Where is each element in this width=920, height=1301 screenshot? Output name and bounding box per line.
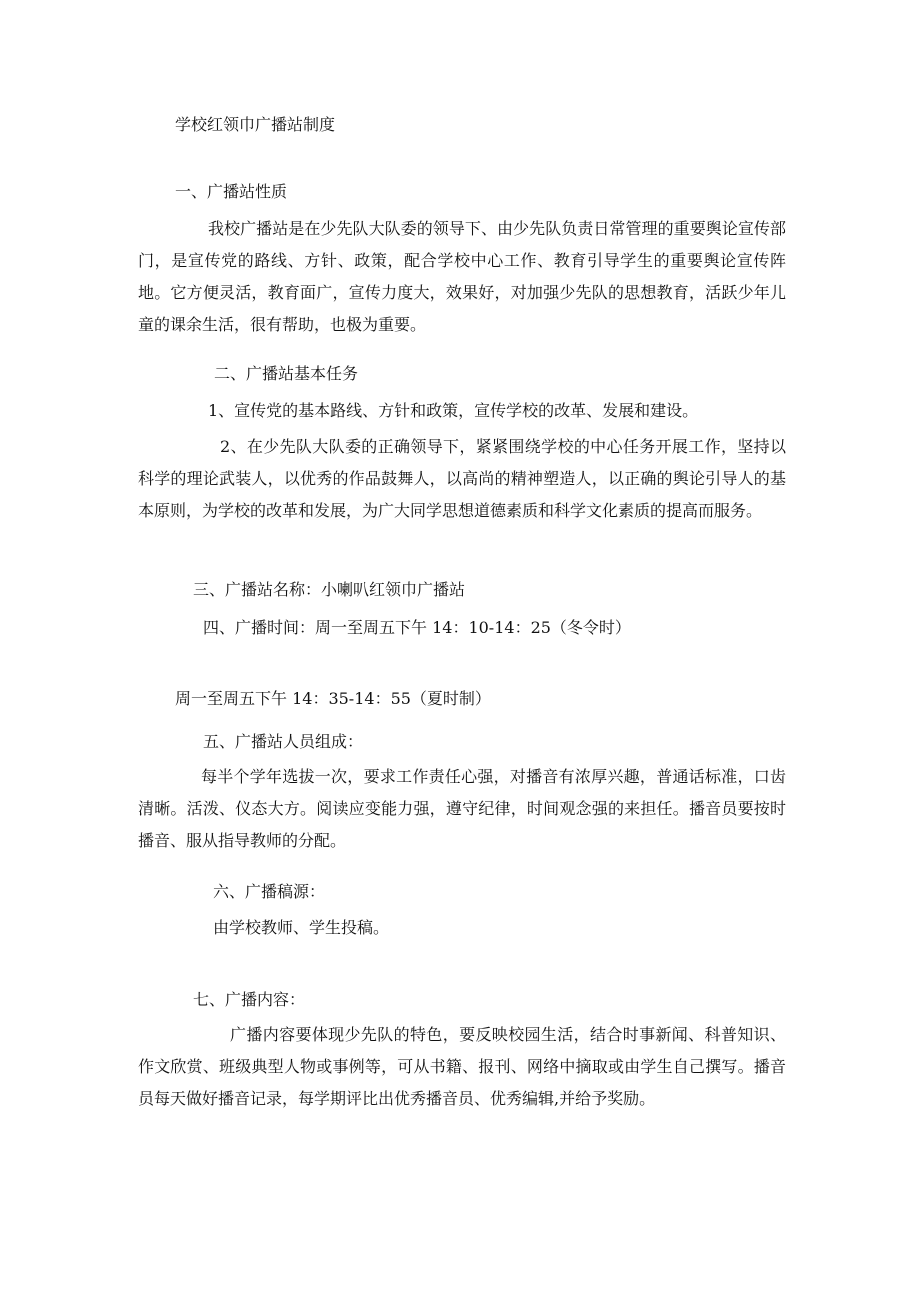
section3-heading: 三、广播站名称：小喇叭红领巾广播站 bbox=[193, 580, 466, 599]
section4-summer-time: 周一至周五下午 14：35-14：55（夏时制） bbox=[175, 689, 491, 708]
section7-heading: 七、广播内容： bbox=[193, 990, 306, 1009]
section2-item1: 1、宣传党的基本路线、方针和政策，宣传学校的改革、发展和建设。 bbox=[208, 401, 699, 420]
section5-heading: 五、广播站人员组成： bbox=[203, 732, 364, 751]
section6-body: 由学校教师、学生投稿。 bbox=[213, 918, 390, 937]
section5-body: 每半个学年选拔一次，要求工作责任心强，对播音有浓厚兴趣，普通话标准，口齿清晰。活泼、仪态大方。阅读应变能力强，遵守纪律，时间观念强的来担任。播音员要按时播音、服从指导教师的分配。 bbox=[138, 767, 786, 850]
section1-body: 我校广播站是在少先队大队委的领导下、由少先队负责日常管理的重要舆论宣传部门，是宣传党的路线、方针、政策，配合学校中心工作、教育引导学生的重要舆论宣传阵地。它方便灵活，教育面广，宣传力度大，效果好，对加强少先队的思想教育，活跃少年儿童的课余生活，很有帮助，也极为重要。 bbox=[138, 219, 786, 334]
section7-body: 广播内容要体现少先队的特色，要反映校园生活，结合时事新闻、科普知识、作文欣赏、班级典型人物或事例等，可从书籍、报刊、网络中摘取或由学生自己撰写。播音员每天做好播音记录，每学期评比出优秀播音员、优秀编辑,并给予奖励。 bbox=[138, 1025, 786, 1108]
document-title: 学校红领巾广播站制度 bbox=[175, 115, 336, 134]
section2-heading: 二、广播站基本任务 bbox=[214, 364, 359, 383]
section6-heading: 六、广播稿源： bbox=[213, 882, 326, 901]
section1-heading: 一、广播站性质 bbox=[175, 182, 288, 201]
section2-item2: 2、在少先队大队委的正确领导下，紧紧围绕学校的中心任务开展工作，坚持以科学的理论武装人，以优秀的作品鼓舞人，以高尚的精神塑造人，以正确的舆论引导人的基本原则，为学校的改革和发展，为广大同学思想道德素质和科学文化素质的提高而服务。 bbox=[138, 437, 786, 520]
section4-heading: 四、广播时间：周一至周五下午 14：10-14：25（冬令时） bbox=[203, 618, 631, 637]
